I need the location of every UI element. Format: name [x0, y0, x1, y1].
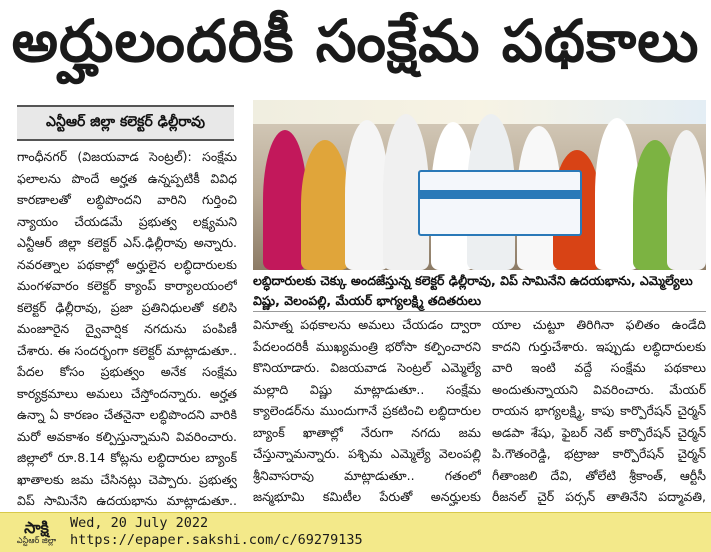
- cheque-stripe: [420, 190, 580, 199]
- stage-banner: [253, 100, 706, 124]
- footer-info: [70, 515, 363, 549]
- subheadline: ఎన్టీఆర్ జిల్లా కలెక్టర్ ఢిల్లీరావు: [17, 105, 234, 141]
- news-photo: [253, 100, 706, 270]
- publication-date: Wed, 20 July 2022: [70, 515, 209, 531]
- logo-edition: ఎన్టీఆర్ జిల్లా: [16, 535, 57, 545]
- article-column-1: [17, 146, 237, 512]
- article-text: గాంధీనగర్ (విజయవాడ సెంట్రల్): సంక్షేమ ఫలాలను పొందే అర్హత ఉన్నప్పటికీ వివిధ కారణాలతో లబ్ధిపొందని వారిని గుర్తించి న్యాయం చేయడమే ప్రభుత్వ లక్ష్యమని ఎన్టీఆర్ జిల్లా కలెక్టర్ ఎస్.ఢిల్లీరావు అన్నారు. నవరత్నాల పథకాల్లో అర్హులైన లబ్ధిదారులకు మంగళవారం కలెక్టర్ క్యాంప్ కార్యాలయంలో కలెక్టర్ ఢిల్లీరావు, ప్రజా ప్రతినిధులతో కలిసి మంజూరైన ద్వైవార్షిక నగదును పంపిణీ చేశారు. ఈ సందర్భంగా కలెక్టర్ మాట్లాడుతూ.. పేదల కోసం ప్రభుత్వం అనేక సంక్షేమ కార్యక్రమాలు అమలు చేస్తోందన్నారు. అర్హత ఉన్నా ఏ కారణం చేతనైనా లబ్ధిపొందని వారికి మరో అవకాశం కల్పిస్తున్నామని వివరించారు. జిల్లాలో రూ.8.14 కోట్లను లబ్ధిదారుల బ్యాంక్ ఖాతాలకు జమ చేసినట్లు చెప్పారు. ప్రభుత్వ విప్ సామినేని ఉదయభాను మాట్లాడుతూ..: [17, 149, 237, 508]
- article-column-2: [253, 314, 481, 512]
- sakshi-logo: [9, 517, 64, 548]
- headline: అర్హులందరికీ సంక్షేమ పథకాలు: [11, 6, 700, 75]
- article-column-3: [492, 314, 706, 512]
- epaper-link[interactable]: https://epaper.sakshi.com/c/69279135: [70, 532, 363, 548]
- article-text: యాల చుట్టూ తిరిగినా ఫలితం ఉండేది కాదని గుర్తుచేశారు. ఇప్పుడు లబ్ధిదారులకు వారి ఇంటి వద్దే సంక్షేమ పథకాలు అందుతున్నాయని వివరించారు. మేయర్ రాయన భాగ్యలక్ష్మి, కాపు కార్పొరేషన్ చైర్మన్ అడపా శేషు, ఫైబర్ నెట్ కార్పొరేషన్ చైర్మన్ పి.గౌతంరెడ్డి, భట్రాజు కార్పొరేషన్ చైర్మన్ గీతాంజలి దేవి, తోలేటి శ్రీకాంత్, ఆర్టీసీ రీజనల్ చైర్ పర్సన్ తాతినేని పద్మావతి,: [492, 317, 706, 504]
- person-figure: [667, 130, 706, 270]
- logo-wordmark: సాక్షి: [24, 517, 49, 537]
- article-text: వినూత్న పథకాలను అమలు చేయడం ద్వారా పేదలందరికీ ముఖ్యమంత్రి భరోసా కల్పించారని కొనియాడారు. విజయవాడ సెంట్రల్ ఎమ్మెల్యే మల్లాది విష్ణు మాట్లాడుతూ.. సంక్షేమ క్యాలెండర్‌ను ముందుగానే ప్రకటించి లబ్ధిదారుల బ్యాంక్ ఖాతాల్లో నేరుగా నగదు జమ చేస్తున్నామన్నారు. పశ్చిమ ఎమ్మెల్యే వెలంపల్లి శ్రీనివాసరావు మాట్లాడుతూ.. గతంలో జన్మభూమి కమిటీల పేరుతో అనర్హులకు: [253, 317, 481, 504]
- photo-caption: లబ్ధిదారులకు చెక్కు అందజేస్తున్న కలెక్టర్ ఢిల్లీరావు, విప్ సామినేని ఉదయభాను, ఎమ్మెల్యేలు విష్ణు, వెలంపల్లి, మేయర్ భాగ్యలక్ష్మి తదితరులు: [253, 271, 706, 312]
- footer-bar: [0, 512, 711, 552]
- person-figure: [301, 140, 349, 270]
- giant-cheque: [418, 170, 582, 236]
